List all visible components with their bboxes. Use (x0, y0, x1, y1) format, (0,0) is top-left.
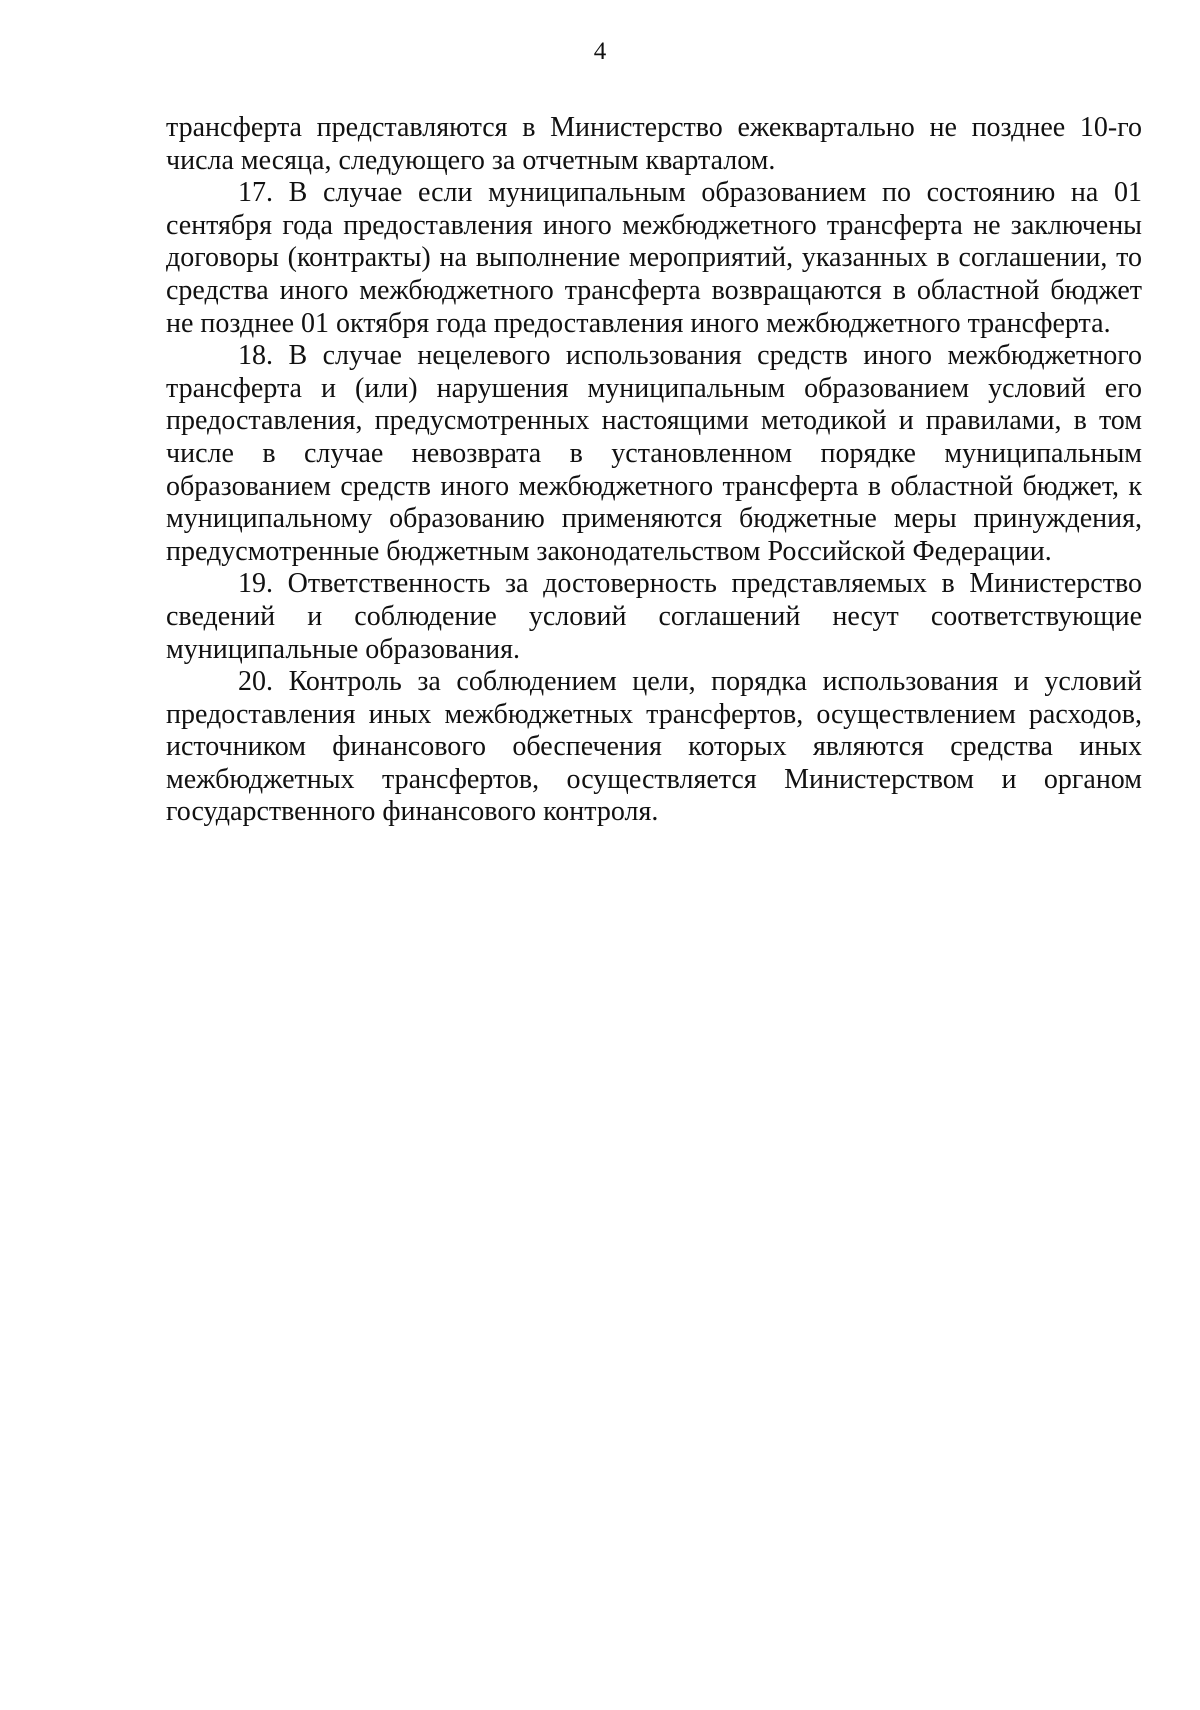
paragraph-20: 20. Контроль за соблюдением цели, порядка использования и условий предоставления иных межбюджетных трансфертов, осуществлением расходов, источником финансового обеспечения которых являются средства иных межбюджетных трансфертов, осуществляется Министерством и органом государственного финансового контроля. (166, 666, 1142, 828)
paragraph-19: 19. Ответственность за достоверность представляемых в Министерство сведений и соблюдение условий соглашений несут соответствующие муниципальные образования. (166, 568, 1142, 665)
paragraph-continuation: трансферта представляются в Министерство ежеквартально не позднее 10-го числа месяца, следующего за отчетным кварталом. (166, 112, 1142, 176)
paragraph-17: 17. В случае если муниципальным образованием по состоянию на 01 сентября года предоставления иного межбюджетного трансферта не заключены договоры (контракты) на выполнение мероприятий, указанных в соглашении, то средства иного межбюджетного трансферта возвращаются в областной бюджет не позднее 01 октября года предоставления иного межбюджетного трансферта. (166, 177, 1142, 339)
page-number: 4 (593, 38, 607, 65)
document-body (166, 112, 1142, 829)
paragraph-18: 18. В случае нецелевого использования средств иного межбюджетного трансферта и (или) нарушения муниципальным образованием условий его предоставления, предусмотренных настоящими методикой и правилами, в том числе в случае невозврата в установленном порядке муниципальным образованием средств иного межбюджетного трансферта в областной бюджет, к муниципальному образованию применяются бюджетные меры принуждения, предусмотренные бюджетным законодательством Российской Федерации. (166, 340, 1142, 567)
